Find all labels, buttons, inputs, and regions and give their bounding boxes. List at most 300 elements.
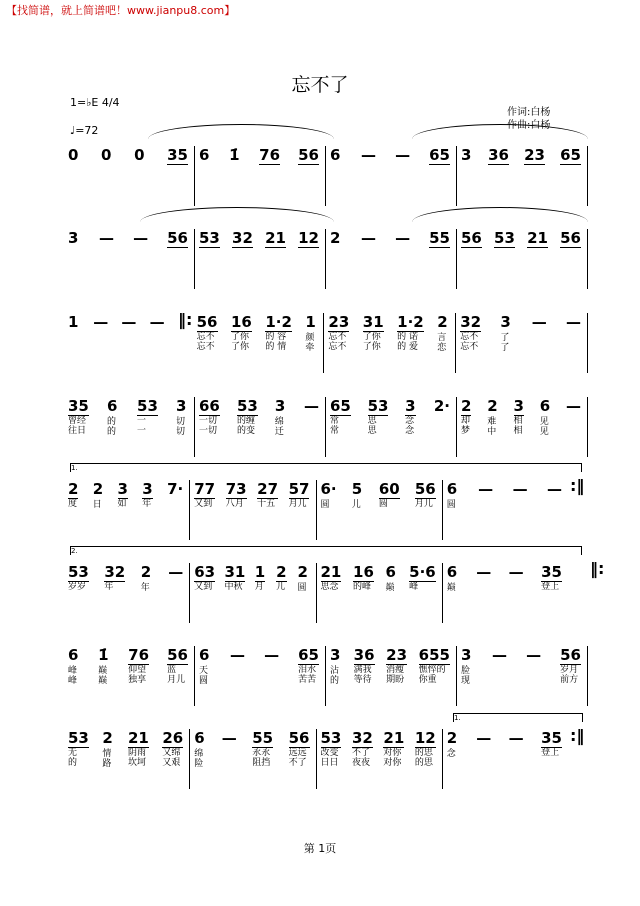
note [354,646,375,706]
note [566,397,581,457]
lyric: 前方 [560,675,579,685]
note [321,480,337,540]
lyric: 蓝 [167,665,177,675]
note [68,229,80,289]
lyric: 巅 [446,583,456,593]
note-value: 6 [106,397,118,415]
note-value: 32 [351,729,373,747]
lyric: 曾经 [68,416,87,426]
lyric: 巅 [385,583,395,593]
note [68,480,80,540]
lyric: 牵 [305,343,315,353]
note [137,397,158,457]
note-value: 655 [418,646,450,664]
lyric: 圆 [297,583,307,593]
note-value: 5·6 [409,563,436,581]
note-value: 3 [461,646,472,664]
note [352,480,364,540]
lyric: 见 [539,417,549,427]
lyric: 圆 [320,500,330,510]
note-value: 1 [254,563,266,581]
lyric: 切 [175,427,185,437]
lyric: 等待 [353,675,372,685]
note [167,146,188,206]
note [383,729,404,789]
slur [148,124,334,139]
lyric: 的变 [236,426,255,436]
note-value: 2 [102,729,113,747]
note-value: 6· [320,480,337,498]
note [526,646,541,706]
note [194,563,215,623]
lyric: 月 [254,582,264,592]
lyric: 十五 [257,499,276,509]
note-value: 53 [137,397,158,415]
note [194,729,206,789]
note [386,563,398,623]
lyric: 的峰 [353,582,372,592]
lyric: 难 [487,417,497,427]
note [476,563,491,623]
note-value: 1̇ [98,646,109,664]
measure [171,313,325,373]
lyric: 不了 [351,748,370,758]
note [386,646,407,706]
note [133,229,148,289]
measure [456,313,588,373]
note [298,146,319,206]
volta-1b: 1. [453,713,583,722]
note [176,397,188,457]
note [265,229,286,289]
lyric: 日日 [320,758,339,768]
note [93,480,105,540]
lyricist: 作词:白杨 [507,107,551,118]
lyric: 颜 [305,333,315,343]
note [447,480,459,540]
lyric: 思 [367,416,377,426]
lyric: 又艰 [162,758,181,768]
lyric: 的 容 [265,332,287,342]
lyric: 忘不 [460,342,479,352]
note-value: 21 [320,563,342,581]
measure [326,146,457,206]
measure [68,729,190,789]
note [305,313,317,373]
staff-row [68,146,588,206]
note [321,563,342,623]
note-value: — [168,563,184,581]
lyric: 儿 [276,582,286,592]
staff-row [68,397,588,457]
lyric: 的思 [414,748,433,758]
note-value: 2 [297,563,308,581]
note-value: 16 [353,563,374,581]
note-value: 6 [446,563,458,581]
note-value: 6 [194,729,205,747]
measure [443,563,588,623]
note [265,313,292,373]
lyric: 见 [539,427,549,437]
note [298,646,319,706]
note-value: 53 [320,729,342,747]
lyric: 思念 [320,582,339,592]
note [514,397,526,457]
lyric: 的 情 [265,342,287,352]
note [102,729,114,789]
measure [457,646,588,706]
note-value: 53 [494,229,515,247]
lyric: 的缠 [236,416,255,426]
note [415,480,436,540]
note [509,563,524,623]
note [99,229,114,289]
measure [68,397,195,457]
lyric: 往日 [68,426,87,436]
note [167,480,183,540]
note [419,646,450,706]
note-value: 6 [199,646,210,664]
note [264,646,279,706]
lyric: 儿 [351,500,361,510]
lyric: 坎坷 [127,758,146,768]
measure [195,397,326,457]
lyric: 脸 [461,666,471,676]
lyric: 泪水 [298,665,317,675]
note-value: — [476,563,492,581]
note [275,397,287,457]
note-value: 36 [488,146,509,164]
lyric: 憔悴的 [418,665,446,675]
note-value: 27 [257,480,279,498]
lyric: 如 [117,499,127,509]
lyric: 登上 [541,748,560,758]
note-value: 56 [288,729,310,747]
note [118,480,130,540]
note-value: — [512,480,528,498]
note-value: — [361,146,377,164]
note-value: 1̇ [229,146,240,164]
note-value: 1 [68,313,79,331]
note-value: 55 [252,729,274,747]
lyric: 忘不 [460,332,479,342]
note-value: 0 [68,146,79,164]
note-value: 2 [487,397,498,415]
note-value: — [361,229,377,247]
note [330,646,342,706]
note [560,229,581,289]
lyric: 圆 [378,499,388,509]
note [461,229,482,289]
note-value: — [565,313,581,331]
note [289,729,310,789]
note-value: — [546,480,562,498]
note-value: — [395,229,411,247]
note-value: 2 [140,563,152,581]
note-value: — [395,146,411,164]
lyric: 一 [137,426,147,436]
note [68,563,89,623]
note [488,146,509,206]
note [541,729,562,789]
measure [68,146,195,206]
note [68,729,89,789]
lyric: 远远 [288,748,307,758]
measure [317,563,443,623]
note [460,313,481,373]
note-value: 5 [351,480,363,498]
note-value: — [508,563,524,581]
lyric: 独享 [128,675,147,685]
lyric: 峰 [68,676,78,686]
slur [140,207,334,222]
note [409,563,436,623]
lyric: 忘不 [196,342,215,352]
lyric: 念 [405,416,415,426]
lyric: 忘不 [328,332,347,342]
lyric: 你重 [418,675,437,685]
note [150,313,165,373]
repeat-start: ‖: [590,559,605,578]
note [68,313,80,373]
lyric: 苦苦 [298,675,317,685]
lyric: 沾 [330,666,340,676]
page-number: 第 1页 [303,842,337,855]
lyric: 八月 [225,499,244,509]
note-value: 6 [199,146,210,164]
key-signature: 1=♭E 4/4 [70,96,120,109]
note-value: 35 [68,397,89,415]
note-value: — [264,646,280,664]
note [107,397,119,457]
note-value: 26 [162,729,184,747]
lyric: 峰 [409,582,419,592]
note-value: 3 [513,397,524,415]
note-value: 76 [259,146,281,164]
note-value: — [93,313,109,331]
note-value: — [526,646,542,664]
note [487,397,499,457]
repeat-end: :‖ [570,726,585,745]
note [232,229,253,289]
note-value: 21 [527,229,548,247]
slur [412,207,588,222]
measure [190,563,316,623]
note [167,229,188,289]
note-value: 6 [68,646,79,664]
composer: 作曲:白杨 [507,120,551,131]
lyric: 中 [487,427,497,437]
measure [195,646,326,706]
note-value: — [531,313,547,331]
note [447,729,459,789]
lyric: 天 [199,666,209,676]
lyric: 忘不 [196,332,215,342]
note [289,480,310,540]
note-value: 65 [330,397,351,415]
note-value: 3 [68,229,79,247]
lyric: 常 [330,416,340,426]
lyric: 对你 [383,748,402,758]
lyric: 又绵 [162,748,181,758]
measure [317,729,443,789]
note [304,397,319,457]
note [98,646,110,706]
note [68,646,80,706]
note-value: 73 [225,480,247,498]
note [199,229,220,289]
note-value: 3 [274,397,286,415]
lyric: 绵 [194,749,204,759]
note [276,563,288,623]
note [167,646,188,706]
lyric: 永永 [252,748,271,758]
note [330,397,351,457]
note-value: 60 [378,480,400,498]
note-value: 2· [433,397,450,415]
note-value: 56 [167,229,188,247]
staff-row [68,313,588,373]
lyric: 年 [104,582,114,592]
note-value: 7· [167,480,184,498]
measure [195,229,326,289]
note-value: 23 [524,146,545,164]
lyric: 了 [500,333,510,343]
measure [326,646,457,706]
lyric: 险 [194,759,204,769]
measure [324,313,456,373]
note-value: 6 [446,480,458,498]
lyric: 仰望 [128,665,147,675]
note [541,563,562,623]
lyric: 相 [513,426,523,436]
note-value: 2 [446,729,458,747]
note-value: 2 [276,563,287,581]
note [461,397,473,457]
note-value: — [508,729,524,747]
lyric: 念 [405,426,415,436]
note-value: 56 [196,313,218,331]
note-value: 56 [414,480,436,498]
staff-row [68,563,588,623]
measure [68,313,171,373]
lyric: 圆 [446,500,456,510]
note-value: 3 [330,646,341,664]
note [363,313,384,373]
note-value: — [492,646,508,664]
lyric: 现 [461,676,471,686]
note [142,480,154,540]
song-title: 忘不了 [291,74,349,96]
note-value: — [221,729,237,747]
note [368,397,389,457]
note [434,397,450,457]
lyric: 情 [102,749,112,759]
staff-row [68,646,588,706]
lyric: 满我 [353,665,372,675]
note [395,146,410,206]
volta-2: 2. [70,546,582,555]
slur [412,124,588,139]
note-value: — [121,313,137,331]
measure [317,480,443,540]
note-value: 53 [68,563,89,581]
note-value: 53 [236,397,258,415]
lyric: 的 [106,427,116,437]
note [352,729,373,789]
note-value: 56 [167,646,188,664]
note-value: 3 [175,397,187,415]
lyric: 迁 [274,427,284,437]
note [199,146,211,206]
note-value: 65 [298,646,319,664]
note-value: 32 [104,563,126,581]
note-value: 65 [429,146,450,164]
lyric: 夜夜 [351,758,370,768]
note-value: 32 [460,313,482,331]
note-value: 35 [541,563,562,581]
measure [190,729,316,789]
note [197,313,218,373]
note [524,146,545,206]
note [494,229,515,289]
note-value: 36 [353,646,375,664]
note [101,146,113,206]
measure [326,229,457,289]
note-value: 6 [330,146,341,164]
note-value: 6 [385,563,396,581]
lyric: 常 [330,426,340,436]
note-value: 53 [68,729,89,747]
note-value: 23 [386,646,408,664]
note [257,480,278,540]
lyric: 了你 [362,342,381,352]
measure [68,646,195,706]
lyric: 度 [68,499,78,509]
note [141,563,153,623]
note [429,146,450,206]
note [461,146,473,206]
note [226,480,247,540]
note [500,313,512,373]
note-value: 56 [560,229,581,247]
note [527,229,548,289]
note [540,397,552,457]
site-banner[interactable]: 【找简谱，就上简谱吧！www.jianpu8.com】 [6,4,236,17]
lyric: 期盼 [386,675,405,685]
note-value: 76 [128,646,150,664]
lyric: 巅 [98,676,108,686]
note-value: 0 [101,146,112,164]
lyric: 阴雨 [127,748,146,758]
note-value: 31 [362,313,384,331]
note-value: — [566,397,581,415]
note-value: 23 [328,313,350,331]
lyric: 不了 [288,758,307,768]
lyric: 了你 [230,342,249,352]
note-value: 12 [298,229,319,247]
lyric: 改变 [320,748,339,758]
lyric: 又到 [194,582,213,592]
note [68,397,89,457]
lyric: 月儿 [167,675,186,685]
note-value: 56 [560,646,581,664]
note-value: 1·2 [265,313,292,331]
lyric: 年 [140,583,150,593]
note [509,729,524,789]
lyric: 思 [367,426,377,436]
note-value: — [149,313,165,331]
